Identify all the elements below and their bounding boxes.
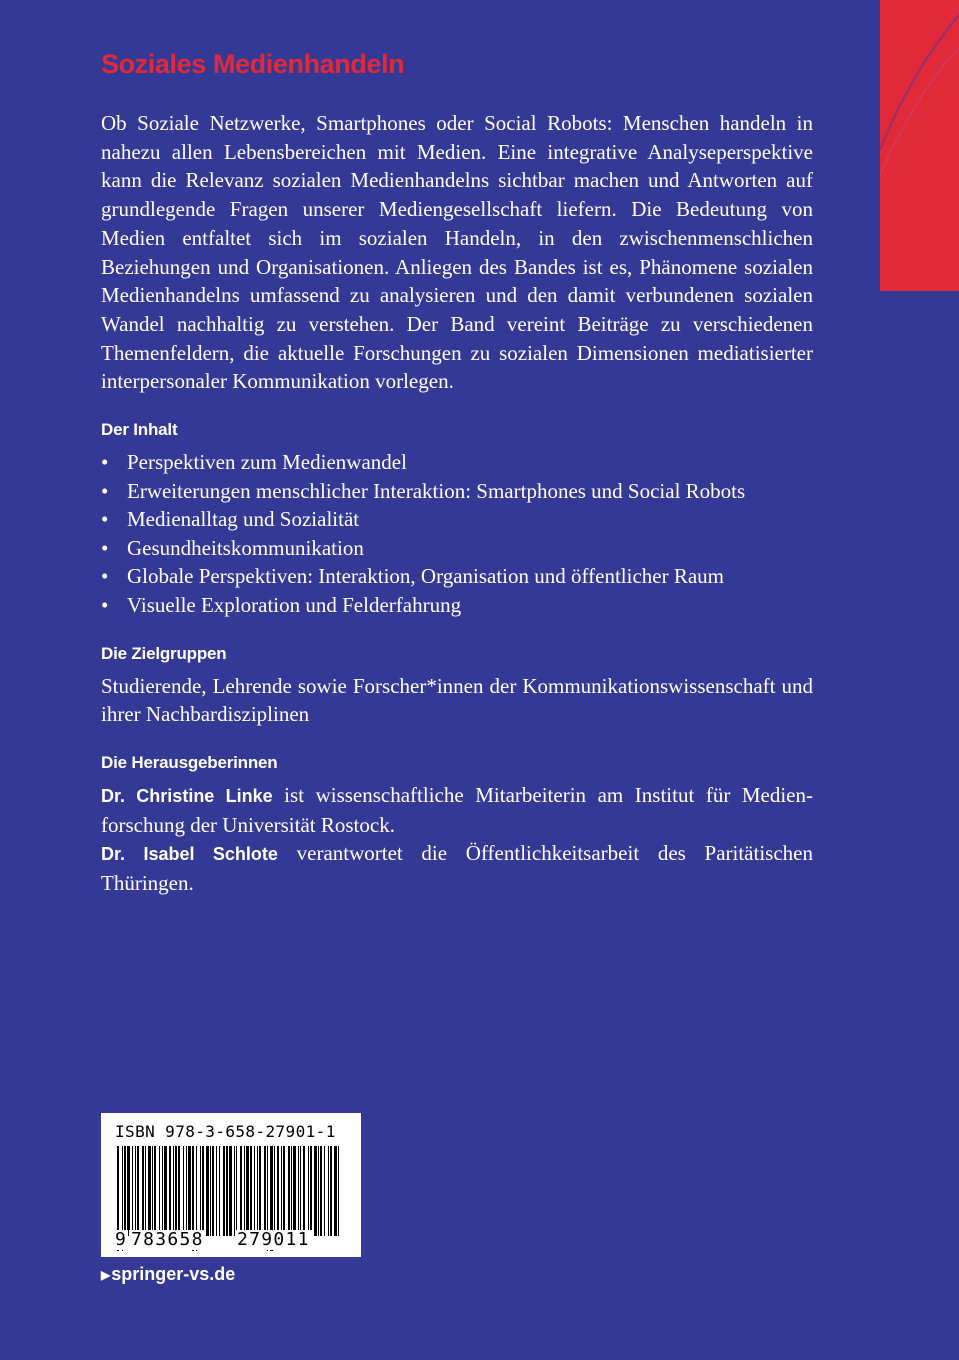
barcode-bar bbox=[281, 1146, 282, 1236]
barcode-bar bbox=[210, 1146, 211, 1236]
barcode-bar bbox=[308, 1146, 309, 1236]
barcode-bar bbox=[264, 1146, 266, 1236]
barcode-bar bbox=[310, 1146, 312, 1236]
barcode-bar bbox=[240, 1146, 242, 1236]
bullet-icon: • bbox=[101, 507, 109, 532]
list-item: • Visuelle Exploration und Felderfahrung bbox=[101, 591, 813, 620]
isbn-label: ISBN 978-3-658-27901-1 bbox=[115, 1122, 336, 1141]
barcode-bar bbox=[303, 1146, 305, 1236]
list-item: • Perspektiven zum Medienwandel bbox=[101, 448, 813, 477]
barcode-bar bbox=[236, 1146, 237, 1236]
contents-list bbox=[101, 448, 813, 620]
barcode-bar bbox=[257, 1146, 258, 1236]
barcode-bar bbox=[291, 1146, 292, 1236]
barcode-bar bbox=[320, 1146, 322, 1236]
barcode-bar bbox=[206, 1146, 209, 1236]
barcode-bar bbox=[314, 1146, 317, 1236]
barcode-bar bbox=[254, 1146, 255, 1236]
barcode-bar bbox=[142, 1146, 144, 1236]
barcode-bar bbox=[186, 1146, 187, 1236]
editor-bio-linke bbox=[101, 781, 813, 839]
book-title: Soziales Medienhandeln bbox=[101, 49, 405, 79]
publisher-url: springer-vs.de bbox=[111, 1264, 236, 1284]
barcode-bar bbox=[274, 1146, 275, 1236]
contents-section bbox=[101, 418, 813, 620]
barcode-bar bbox=[188, 1146, 191, 1236]
barcode-bar bbox=[173, 1146, 174, 1236]
barcode-bar bbox=[145, 1146, 146, 1236]
audience-section bbox=[101, 642, 813, 729]
bullet-icon: • bbox=[101, 478, 109, 503]
barcode-bar bbox=[250, 1146, 252, 1236]
barcode-bar bbox=[127, 1146, 130, 1236]
barcode-bar bbox=[202, 1146, 204, 1236]
barcode-bar bbox=[223, 1146, 225, 1236]
list-item: • Gesundheitskommunikation bbox=[101, 534, 813, 563]
barcode-bar bbox=[259, 1146, 261, 1236]
editors-heading: Die Herausgeberinnen bbox=[101, 753, 278, 772]
audience-text: Studierende, Lehrende sowie Forscher*innen der Kommunikationswissenschaft und ihrer Nachbardisziplinen bbox=[101, 673, 813, 727]
barcode-bar bbox=[200, 1146, 201, 1236]
decorative-swoosh bbox=[880, 0, 959, 291]
barcode-bar bbox=[277, 1146, 279, 1236]
barcode-bar bbox=[324, 1146, 325, 1236]
editor-description: verantwortet die Öffentlichkeitsarbeit des Paritätischen Thüringen. bbox=[101, 841, 813, 896]
barcode-bar bbox=[162, 1146, 163, 1236]
bullet-icon: • bbox=[101, 593, 109, 617]
barcode-bar bbox=[229, 1146, 232, 1236]
list-item: • Globale Perspektiven: Interaktion, Organisation und öffentlicher Raum bbox=[101, 562, 813, 591]
arrow-right-icon: ▶ bbox=[101, 1268, 111, 1282]
barcode-bar bbox=[212, 1146, 214, 1236]
isbn-barcode-box bbox=[101, 1113, 361, 1257]
editor-name: Dr. Isabel Schlote bbox=[101, 844, 278, 865]
barcode-bar bbox=[234, 1146, 235, 1236]
barcode-bar bbox=[288, 1146, 290, 1236]
barcode-bar bbox=[154, 1146, 156, 1236]
barcode-bar bbox=[244, 1146, 245, 1236]
barcode-bar bbox=[178, 1146, 180, 1236]
barcode-bar bbox=[318, 1146, 319, 1236]
list-item: • Medienalltag und Sozialität bbox=[101, 505, 813, 534]
barcode-bar bbox=[175, 1146, 177, 1236]
editor-name: Dr. Christine Linke bbox=[101, 786, 273, 806]
barcode-bar bbox=[152, 1146, 153, 1236]
audience-heading: Die Zielgruppen bbox=[101, 643, 227, 663]
barcode-bar bbox=[164, 1146, 167, 1236]
editor-bio-schlote bbox=[101, 839, 813, 897]
barcode-bar bbox=[226, 1146, 228, 1236]
barcode-bar bbox=[148, 1146, 151, 1236]
barcode-bar bbox=[183, 1146, 184, 1236]
barcode-bar bbox=[283, 1146, 285, 1236]
barcode-bar bbox=[216, 1146, 217, 1236]
barcode-bar bbox=[169, 1146, 171, 1236]
barcode-bar bbox=[298, 1146, 299, 1236]
barcode-bar bbox=[124, 1146, 126, 1236]
barcode-bar bbox=[219, 1146, 220, 1236]
editors-section bbox=[101, 751, 813, 898]
barcode-digits-left: 783658 bbox=[131, 1229, 204, 1250]
bullet-icon: • bbox=[101, 564, 109, 589]
barcode-bar bbox=[330, 1146, 332, 1236]
bullet-icon: • bbox=[101, 450, 109, 475]
barcode-bar bbox=[300, 1146, 301, 1236]
list-item: • Erweiterungen menschlicher Interaktion: Smartphones und Social Robots bbox=[101, 477, 813, 506]
barcode-bar bbox=[135, 1146, 136, 1236]
contents-heading: Der Inhalt bbox=[101, 420, 178, 440]
barcode-digit-first: 9 bbox=[115, 1229, 126, 1250]
barcode-digits-right: 279011 bbox=[237, 1229, 310, 1250]
barcode-bar bbox=[132, 1146, 133, 1236]
corner-accent-panel bbox=[880, 0, 959, 291]
barcode-bar bbox=[334, 1146, 337, 1236]
publisher-link[interactable] bbox=[101, 1262, 235, 1287]
barcode-bar bbox=[338, 1146, 339, 1236]
barcode-bar bbox=[159, 1146, 160, 1236]
barcode-bar bbox=[293, 1146, 296, 1236]
barcode-bar bbox=[137, 1146, 139, 1236]
description-paragraph: Ob Soziale Netzwerke, Smartphones oder Social Robots: Menschen handeln in nahezu allen Lebensbereichen mit Medien. Eine integrative Analyseperspektive kann die Relevanz sozialen Medienhandelns sichtbar machen und Antworten auf grundlegende Fragen unserer Mediengesellschaft liefern. Die Bedeutung von Medien entfaltet sich im sozialen Handeln, in den zwischenmenschlichen Beziehungen und Organisationen. Anliegen des Bandes ist es, Phänomene sozialen Medienhandelns umfassend zu analysieren und den damit verbundenen sozialen Wandel nachhaltig zu verstehen. Der Band vereint Beiträge zu verschiedenen Themenfeldern, die aktuelle Forschungen zu sozialen Dimensionen mediatisierter interpersonaler Kommunikation vorlegen. bbox=[101, 111, 813, 394]
back-cover-text bbox=[101, 44, 813, 898]
bullet-icon: • bbox=[101, 535, 109, 560]
editor-description: ist wissenschaftliche Mitarbeiterin am Institut für Medienforschung der Universität Rostock. bbox=[101, 783, 814, 837]
barcode-bar bbox=[328, 1146, 329, 1236]
barcode-bar bbox=[246, 1146, 249, 1236]
